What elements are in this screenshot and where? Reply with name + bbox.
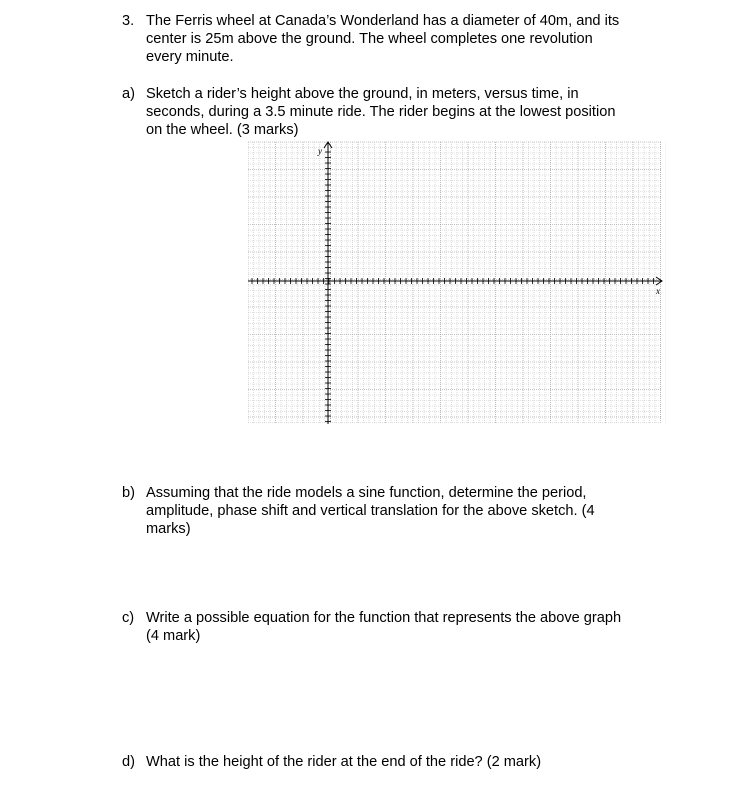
part-b-text <box>146 484 666 538</box>
question-3-line: center is 25m above the ground. The wheel completes one revolution <box>146 31 593 47</box>
part-a-line: seconds, during a 3.5 minute ride. The rider begins at the lowest position <box>146 104 616 120</box>
question-3-line: every minute. <box>146 49 234 65</box>
x-axis-label: x <box>656 286 660 296</box>
part-b-line: Assuming that the ride models a sine function, determine the period, <box>146 485 587 501</box>
axis-ticks <box>252 152 654 422</box>
part-c-line: (4 mark) <box>146 628 201 644</box>
part-a-line: Sketch a rider’s height above the ground, in meters, versus time, in <box>146 86 579 102</box>
part-d-line: What is the height of the rider at the end of the ride? (2 mark) <box>146 754 542 770</box>
question-3-line: The Ferris wheel at Canada’s Wonderland has a diameter of 40m, and its <box>146 13 620 29</box>
part-b-line: marks) <box>146 521 191 537</box>
grid-lines <box>248 142 666 424</box>
part-c-line: Write a possible equation for the function that represents the above graph <box>146 610 622 626</box>
part-b-label: b) <box>122 485 135 501</box>
question-3-number: 3. <box>122 13 135 29</box>
part-d-label: d) <box>122 754 135 770</box>
y-axis-label: y <box>318 146 322 156</box>
part-a-label: a) <box>122 86 135 102</box>
part-d-text <box>146 753 666 771</box>
part-c-label: c) <box>122 610 135 626</box>
graph-grid <box>248 140 666 426</box>
part-a-text <box>146 85 666 139</box>
part-b-line: amplitude, phase shift and vertical translation for the above sketch. (4 <box>146 503 595 519</box>
question-3-text <box>146 12 666 66</box>
part-c-text <box>146 609 666 645</box>
part-a-line: on the wheel. (3 marks) <box>146 122 299 138</box>
